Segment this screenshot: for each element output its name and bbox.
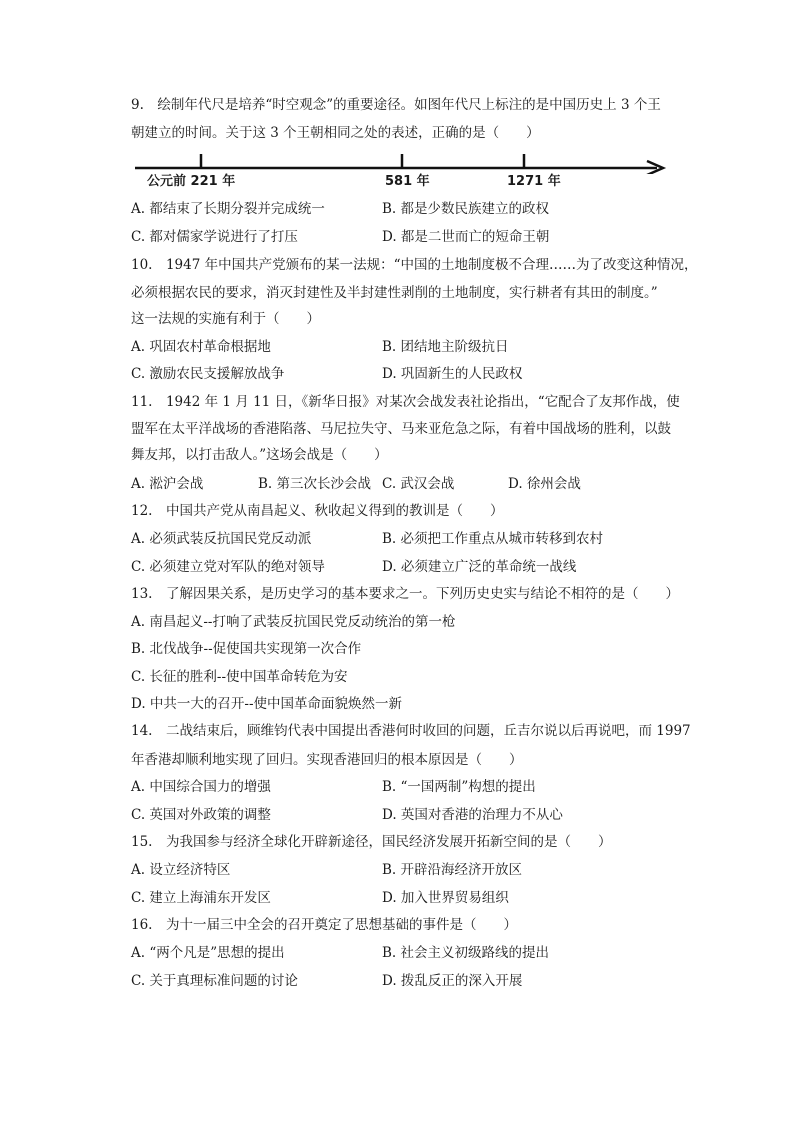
q13-option-c: C. 长征的胜利--使中国革命转危为安 <box>131 669 348 685</box>
q11-option-c: C. 武汉会战 <box>382 476 455 492</box>
q11-option-b: B. 第三次长沙会战 <box>258 476 372 492</box>
q12-stem-line-1: 12. 中国共产党从南昌起义、秋收起义得到的教训是（ ） <box>131 503 504 519</box>
timeline-label-221bc: 公元前 221 年 <box>147 174 236 189</box>
q10-option-c: C. 激励农民支援解放战争 <box>131 366 285 382</box>
q12-option-a: A. 必须武装反抗国民党反动派 <box>131 531 312 547</box>
q13-option-d: D. 中共一大的召开--使中国革命面貌焕然一新 <box>131 696 403 712</box>
q14-option-c: C. 英国对外政策的调整 <box>131 807 271 823</box>
q10-option-a: A. 巩固农村革命根据地 <box>131 339 271 355</box>
q11-option-a: A. 淞沪会战 <box>131 476 204 492</box>
q15-option-a: A. 设立经济特区 <box>131 862 231 878</box>
q9-option-a: A. 都结束了长期分裂并完成统一 <box>131 201 325 217</box>
q13-option-b: B. 北伐战争--促使国共实现第一次合作 <box>131 641 362 657</box>
q9-stem-line-1: 9. 绘制年代尺是培养“时空观念”的重要途径。如图年代尺上标注的是中国历史上 3 个王 <box>131 97 661 113</box>
q12-option-d: D. 必须建立广泛的革命统一战线 <box>382 559 577 575</box>
q9-stem-line-2: 朝建立的时间。关于这 3 个王朝相同之处的表述，正确的是（ ） <box>131 125 540 141</box>
q14-option-a: A. 中国综合国力的增强 <box>131 779 271 795</box>
q15-stem-line-1: 15. 为我国参与经济全球化开辟新途径，国民经济发展开拓新空间的是（ ） <box>131 834 612 850</box>
timeline-label-1271: 1271 年 <box>507 174 561 189</box>
q13-stem-line-1: 13. 了解因果关系，是历史学习的基本要求之一。下列历史史实与结论不相符的是（ ） <box>131 586 679 602</box>
q16-option-d: D. 拨乱反正的深入开展 <box>382 973 523 989</box>
q16-option-c: C. 关于真理标准问题的讨论 <box>131 973 298 989</box>
q16-stem-line-1: 16. 为十一届三中全会的召开奠定了思想基础的事件是（ ） <box>131 917 517 933</box>
q12-option-b: B. 必须把工作重点从城市转移到农村 <box>382 531 604 547</box>
q15-option-d: D. 加入世界贸易组织 <box>382 890 509 906</box>
q15-option-c: C. 建立上海浦东开发区 <box>131 890 271 906</box>
q14-option-b: B. “一国两制”构想的提出 <box>382 779 536 795</box>
q10-option-d: D. 巩固新生的人民政权 <box>382 366 523 382</box>
q10-option-b: B. 团结地主阶级抗日 <box>382 339 509 355</box>
q10-stem-line-2: 必须根据农民的要求，消灭封建性及半封建性剥削的土地制度，实行耕者有其田的制度。” <box>131 285 658 301</box>
q16-option-a: A. “两个凡是”思想的提出 <box>131 945 285 961</box>
q16-option-b: B. 社会主义初级路线的提出 <box>382 945 550 961</box>
q10-stem-line-1: 10. 1947 年中国共产党颁布的某一法规：“中国的土地制度极不合理……为了改变这种情况， <box>131 257 698 273</box>
dynasty-timeline <box>133 148 673 192</box>
q11-stem-line-1: 11. 1942 年 1 月 11 日，《新华日报》对某次会战发表社论指出，“它配合了友邦作战，使 <box>131 394 680 410</box>
q11-stem-line-2: 盟军在太平洋战场的香港陷落、马尼拉失守、马来亚危急之际，有着中国战场的胜利，以鼓 <box>131 421 671 437</box>
q9-option-c: C. 都对儒家学说进行了打压 <box>131 229 298 245</box>
q9-option-d: D. 都是二世而亡的短命王朝 <box>382 229 550 245</box>
q11-stem-line-3: 舞友邦，以打击敌人。”这场会战是（ ） <box>131 447 388 463</box>
q9-option-b: B. 都是少数民族建立的政权 <box>382 201 550 217</box>
q12-option-c: C. 必须建立党对军队的绝对领导 <box>131 559 325 575</box>
timeline-label-581: 581 年 <box>385 174 430 189</box>
q14-stem-line-1: 14. 二战结束后，顾维钧代表中国提出香港何时收回的问题，丘吉尔说以后再说吧，而 1997 <box>131 723 691 739</box>
q14-stem-line-2: 年香港却顺利地实现了回归。实现香港回归的根本原因是（ ） <box>131 752 523 768</box>
q14-option-d: D. 英国对香港的治理力不从心 <box>382 807 563 823</box>
q13-option-a: A. 南昌起义--打响了武装反抗国民党反动统治的第一枪 <box>131 614 456 630</box>
q10-stem-line-3: 这一法规的实施有利于（ ） <box>131 311 320 327</box>
q15-option-b: B. 开辟沿海经济开放区 <box>382 862 523 878</box>
q11-option-d: D. 徐州会战 <box>508 476 581 492</box>
